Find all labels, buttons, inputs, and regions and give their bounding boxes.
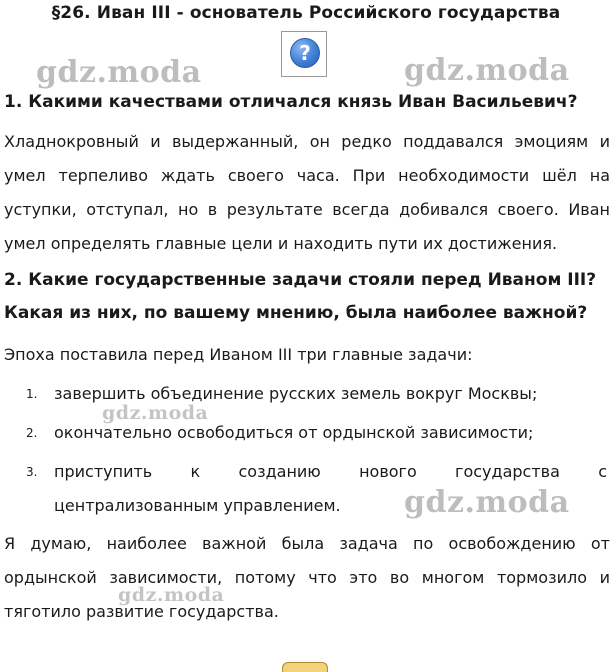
list-item-text: завершить объединение русских земель вокруг Москвы; xyxy=(54,384,538,403)
question-1-heading: 1. Какими качествами отличался князь Иван Васильевич? xyxy=(4,92,578,112)
watermark: gdz.moda xyxy=(404,53,570,88)
list-item xyxy=(0,416,612,450)
watermark: gdz.moda xyxy=(404,485,570,520)
watermark: gdz.moda xyxy=(118,584,225,606)
page-title: §26. Иван III - основатель Российского государства xyxy=(51,3,561,23)
list-item xyxy=(0,377,612,411)
list-item-number: 1. xyxy=(26,387,38,401)
bottom-tab[interactable] xyxy=(282,662,328,672)
question-mark-icon: ? xyxy=(290,38,320,68)
list-item-text: окончательно освободиться от ордынской зависимости; xyxy=(54,423,534,442)
question-1-answer: Хладнокровный и выдержанный, он редко поддавался эмоциям и умел терпеливо ждать своего часа. При необходимости шёл на уступки, отступал, но в результате всегда добивался своего. Иван умел определять главные цели и находить пути их достижения. xyxy=(4,132,610,253)
help-button[interactable] xyxy=(281,31,327,77)
question-2-intro: Эпоха поставила перед Иваном III три главные задачи: xyxy=(4,345,473,364)
list-item-number: 3. xyxy=(26,465,38,479)
watermark: gdz.moda xyxy=(36,55,202,90)
list-item-number: 2. xyxy=(26,426,38,440)
question-2-conclusion: Я думаю, наиболее важной была задача по освобождению от ордынской зависимости, потому что это во многом тормозило и тяготило развитие государства. xyxy=(4,534,610,621)
list-item-text: приступить к созданию нового государства с централизованным управлением. xyxy=(54,462,607,515)
question-2-heading: 2. Какие государственные задачи стояли перед Иваном III? Какая из них, по вашему мнению, была наиболее важной? xyxy=(4,270,597,323)
watermark: gdz.moda xyxy=(102,402,209,424)
